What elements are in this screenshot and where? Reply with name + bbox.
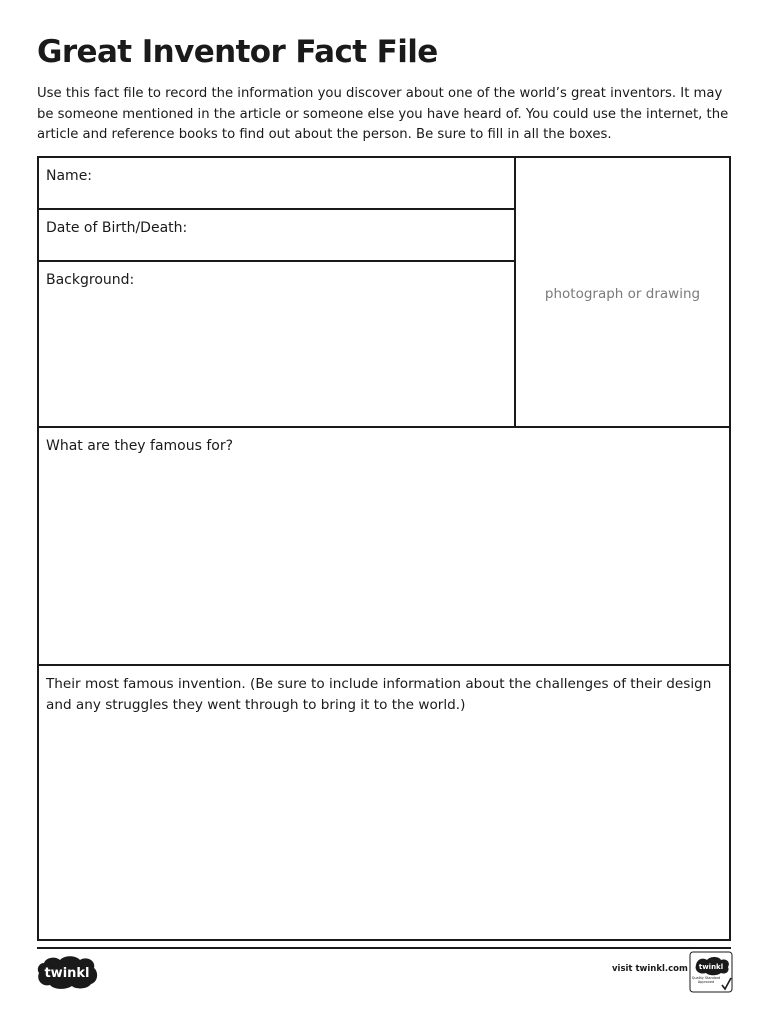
photo-box[interactable] [516,158,729,428]
logo-text: twinkl [44,966,90,981]
famous-for-box[interactable] [39,428,729,666]
background-label: Background: [46,272,135,288]
badge-text: twinkl [698,963,724,971]
badge-caption: Quality Standard Approved [691,976,721,984]
name-label: Name: [46,168,93,184]
page-title: Great Inventor Fact File [37,34,438,70]
dob-label: Date of Birth/Death: [46,220,188,236]
invention-label: Their most famous invention. (Be sure to include information about the challenges of their design and any struggles they went through to bring it to the world.) [46,676,712,713]
name-box[interactable] [39,158,516,210]
photo-hint: photograph or drawing [544,286,701,302]
quality-badge [689,951,733,993]
twinkl-logo [36,955,98,989]
famous-invention-box[interactable] [39,666,729,939]
fact-file-sheet [37,156,731,941]
intro-text: Use this fact file to record the information you discover about one of the world’s great inventors. It may be someone mentioned in the article or someone else you have heard of. You could use the internet, the article and reference books to find out about the person. Be sure to fill in all the boxes. [37,86,729,142]
background-box[interactable] [39,262,516,428]
famous-for-label: What are they famous for? [46,438,234,454]
footer-divider [37,947,731,949]
visit-link[interactable]: visit twinkl.com [612,964,688,974]
date-of-birth-death-box[interactable] [39,210,516,262]
